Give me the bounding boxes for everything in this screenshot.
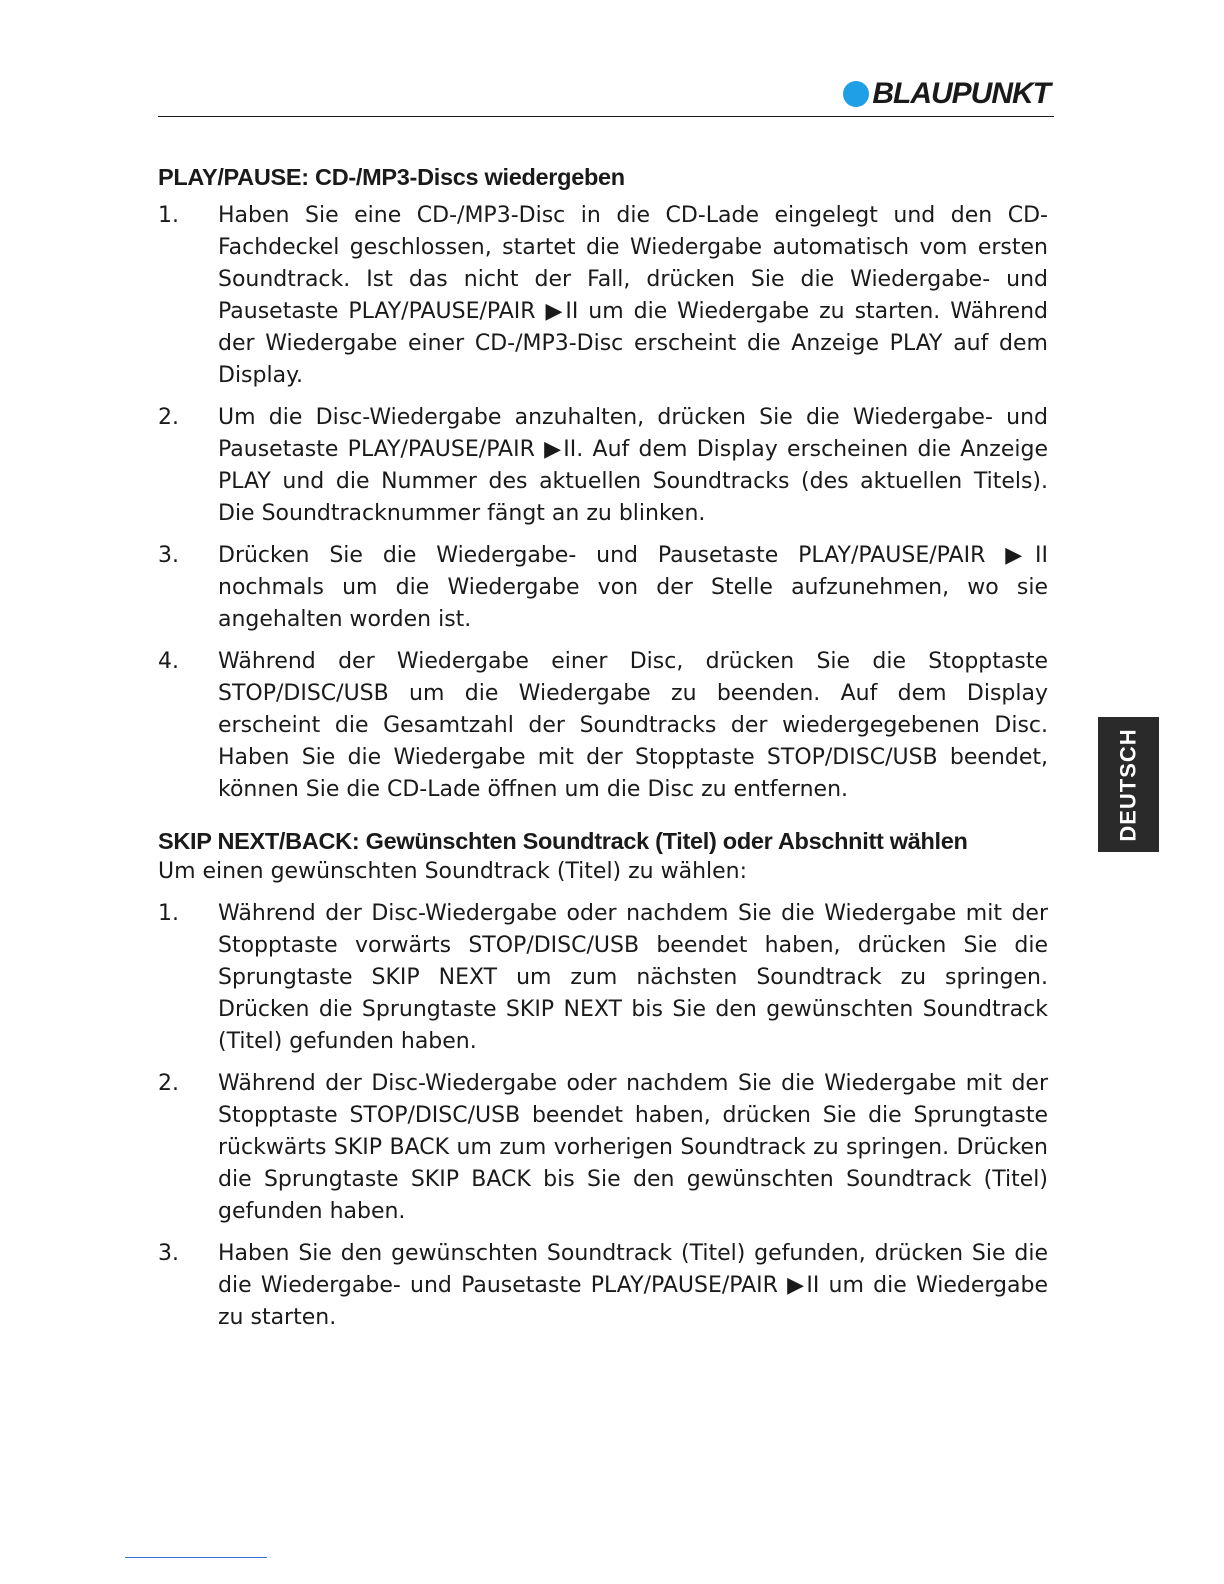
list-item-number: 3. [158,1241,179,1266]
skip-steps [158,898,1048,1334]
list-item-number: 2. [158,405,179,430]
list-item-number: 4. [158,649,179,674]
brand-logo [843,76,1050,112]
language-tab [1098,717,1159,852]
section-heading-play-pause: PLAY/PAUSE: CD-/MP3-Discs wiedergeben [158,164,625,190]
list-item-number: 3. [158,543,179,568]
list-item [158,646,1048,806]
brand-dot-icon [843,81,869,107]
play-pause-steps [158,200,1048,806]
list-item [158,402,1048,530]
list-item-text: Haben Sie eine CD-/MP3-Disc in die CD-Lade eingelegt und den CD-Fachdeckel geschlossen, startet die Wiedergabe automatisch vom ersten Soundtrack. Ist das nicht der Fall, drücken Sie die Wiedergabe- und Pausetaste PLAY/PAUSE/PAIR ▶II um die Wiedergabe zu starten. Während der Wiedergabe einer CD-/MP3-Disc erscheint die Anzeige PLAY auf dem Display. [218,203,1048,388]
language-tab-label: DEUTSCH [1115,727,1141,842]
section-heading-skip: SKIP NEXT/BACK: Gewünschten Soundtrack (Titel) oder Abschnitt wählen [158,828,968,854]
list-item [158,898,1048,1058]
list-item-text: Während der Disc-Wiedergabe oder nachdem Sie die Wiedergabe mit der Stopptaste STOP/DISC/USB beendet haben, drücken Sie die Sprungtaste rückwärts SKIP BACK um zum vorherigen Soundtrack zu springen. Drücken die Sprungtaste SKIP BACK bis Sie den gewünschten Soundtrack (Titel) gefunden haben. [218,1071,1048,1224]
page-content [158,160,1048,1334]
list-item-text: Während der Wiedergabe einer Disc, drücken Sie die Stopptaste STOP/DISC/USB um die Wiedergabe zu beenden. Auf dem Display erscheint die Gesamtzahl der Soundtracks der wiedergegebenen Disc. Haben Sie die Wiedergabe mit der Stopptaste STOP/DISC/USB beendet, können Sie die CD-Lade öffnen um die Disc zu entfernen. [218,649,1048,802]
list-item [158,1238,1048,1334]
list-item-text: Drücken Sie die Wiedergabe- und Pausetaste PLAY/PAUSE/PAIR ▶II nochmals um die Wiedergabe von der Stelle aufzunehmen, wo sie angehalten worden ist. [218,543,1048,632]
list-item-number: 1. [158,901,179,926]
list-item [158,200,1048,392]
brand-name: BLAUPUNKT [872,77,1050,110]
page-header [158,72,1054,117]
list-item-number: 2. [158,1071,179,1096]
section-intro: Um einen gewünschten Soundtrack (Titel) zu wählen: [158,859,748,884]
list-item-text: Haben Sie den gewünschten Soundtrack (Titel) gefunden, drücken Sie die die Wiedergabe- und Pausetaste PLAY/PAUSE/PAIR ▶II um die Wiedergabe zu starten. [218,1241,1048,1330]
footer-divider [125,1557,267,1558]
list-item-text: Um die Disc-Wiedergabe anzuhalten, drücken Sie die Wiedergabe- und Pausetaste PLAY/PAUSE/PAIR ▶II. Auf dem Display erscheinen die Anzeige PLAY und die Nummer des aktuellen Soundtracks (des aktuellen Titels). Die Soundtracknummer fängt an zu blinken. [218,405,1048,526]
list-item [158,540,1048,636]
list-item-number: 1. [158,203,179,228]
list-item [158,1068,1048,1228]
list-item-text: Während der Disc-Wiedergabe oder nachdem Sie die Wiedergabe mit der Stopptaste vorwärts STOP/DISC/USB beendet haben, drücken Sie die Sprungtaste SKIP NEXT um zum nächsten Soundtrack zu springen. Drücken die Sprungtaste SKIP NEXT bis Sie den gewünschten Soundtrack (Titel) gefunden haben. [218,901,1048,1054]
